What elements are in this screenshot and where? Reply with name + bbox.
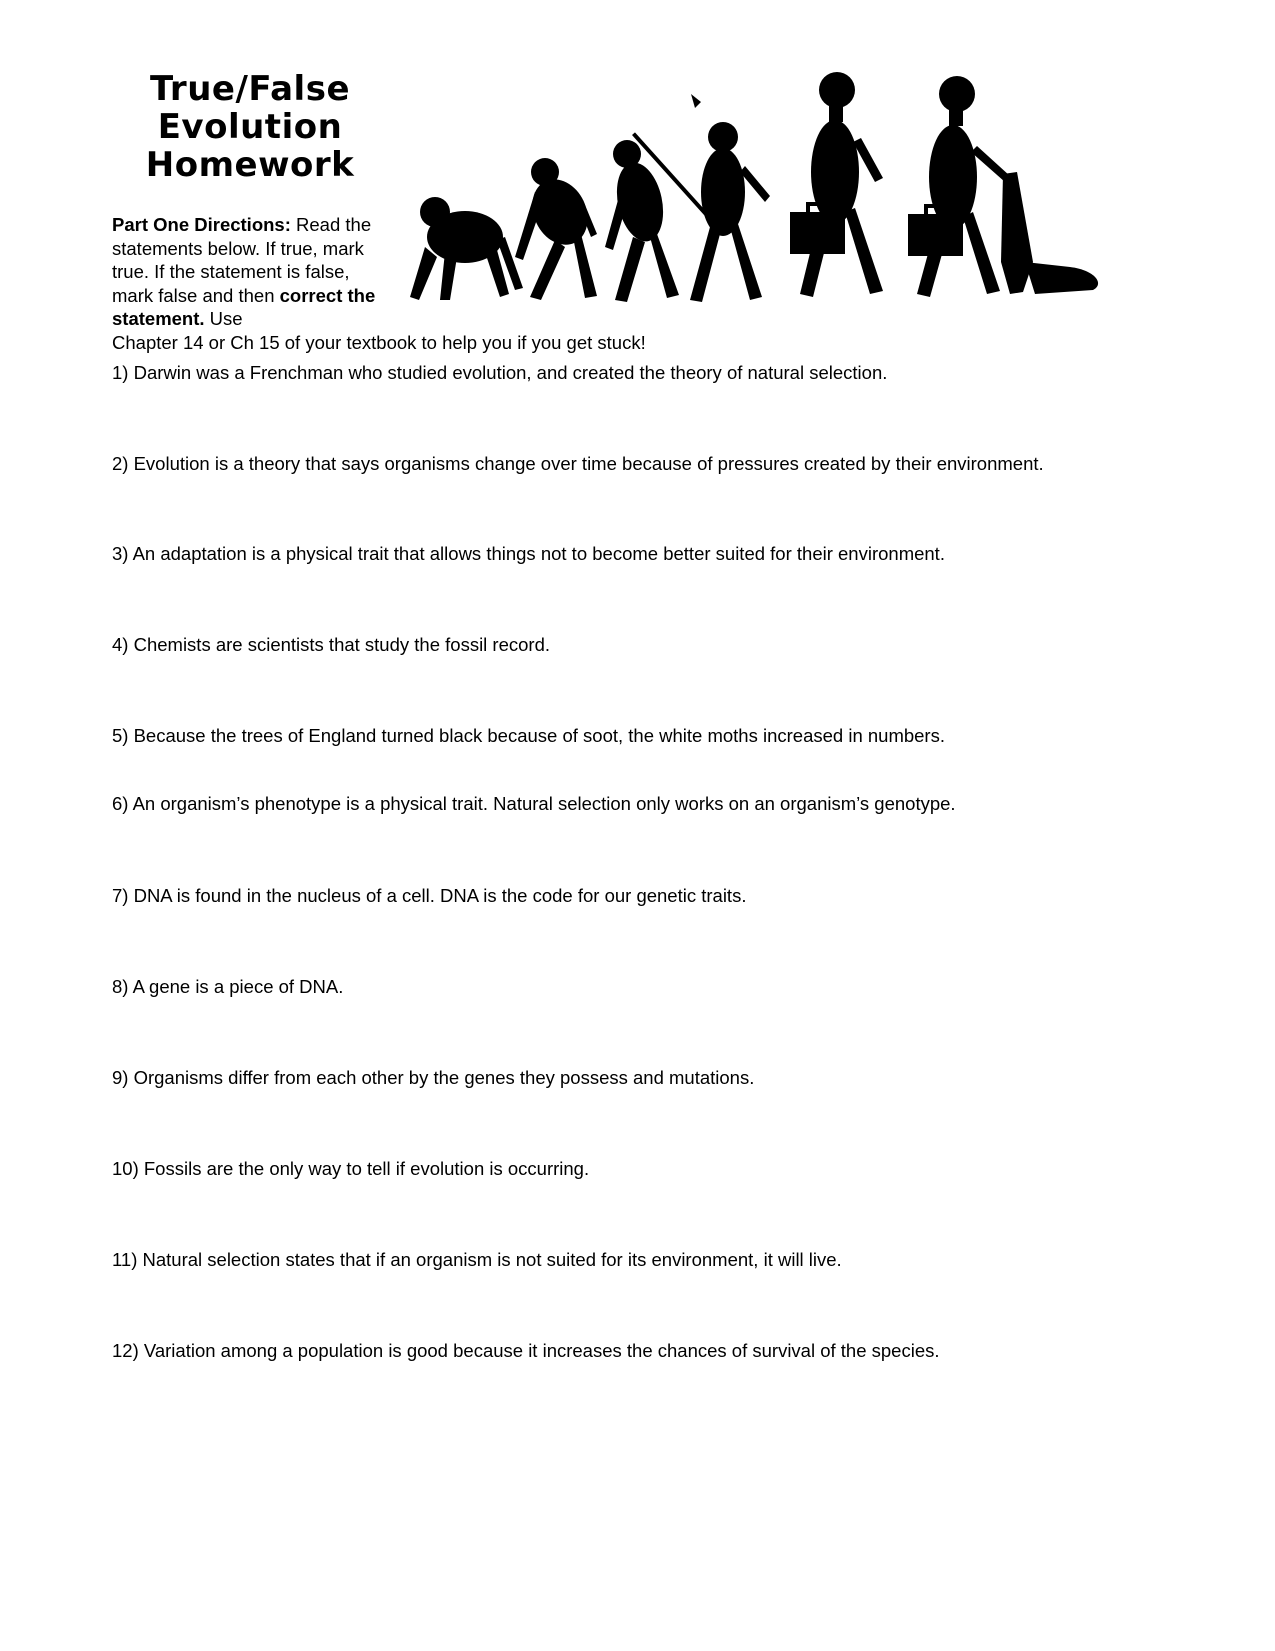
question-4: 4) Chemists are scientists that study the fossil record. [112, 634, 551, 655]
early-hominid-silhouette [515, 158, 598, 300]
directions-label: Part One Directions: [112, 214, 291, 235]
man-with-vacuum-silhouette [908, 76, 1098, 297]
directions-text-2: Use [204, 308, 243, 329]
question-6: 6) An organism’s phenotype is a physical trait. Natural selection only works on an organism’s genotype. [112, 793, 956, 814]
directions-emphasis: correct the statement. [112, 284, 376, 329]
question-7: 7) DNA is found in the nucleus of a cell. DNA is the code for our genetic traits. [112, 885, 747, 906]
march-of-progress-silhouettes-icon [405, 62, 1155, 324]
hominid-silhouette [605, 140, 679, 302]
directions-tail: Chapter 14 or Ch 15 of your textbook to help you if you get stuck! [112, 332, 646, 353]
ape-silhouette [410, 197, 523, 300]
question-8: 8) A gene is a piece of DNA. [112, 976, 344, 997]
question-2: 2) Evolution is a theory that says organisms change over time because of pressures created by their environment. [112, 453, 1044, 474]
question-3: 3) An adaptation is a physical trait that allows things not to become better suited for their environment. [112, 543, 945, 564]
question-12: 12) Variation among a population is good because it increases the chances of survival of the species. [112, 1340, 940, 1361]
question-11: 11) Natural selection states that if an organism is not suited for its environment, it will live. [112, 1249, 842, 1270]
directions [112, 213, 382, 331]
directions-text-1: Read the statements below. If true, mark true. If the statement is false, mark false and then [112, 214, 372, 306]
question-10: 10) Fossils are the only way to tell if evolution is occurring. [112, 1158, 590, 1179]
title-line-1: True/False [149, 69, 351, 109]
question-1: 1) Darwin was a Frenchman who studied evolution, and created the theory of natural selection. [112, 362, 888, 383]
question-9: 9) Organisms differ from each other by the genes they possess and mutations. [112, 1067, 755, 1088]
man-with-briefcase-silhouette [790, 72, 883, 297]
page-title [110, 70, 390, 184]
title-line-3: Homework [145, 145, 355, 185]
question-5: 5) Because the trees of England turned black because of soot, the white moths increased in numbers. [112, 725, 945, 746]
title-line-2: Evolution [157, 107, 343, 147]
